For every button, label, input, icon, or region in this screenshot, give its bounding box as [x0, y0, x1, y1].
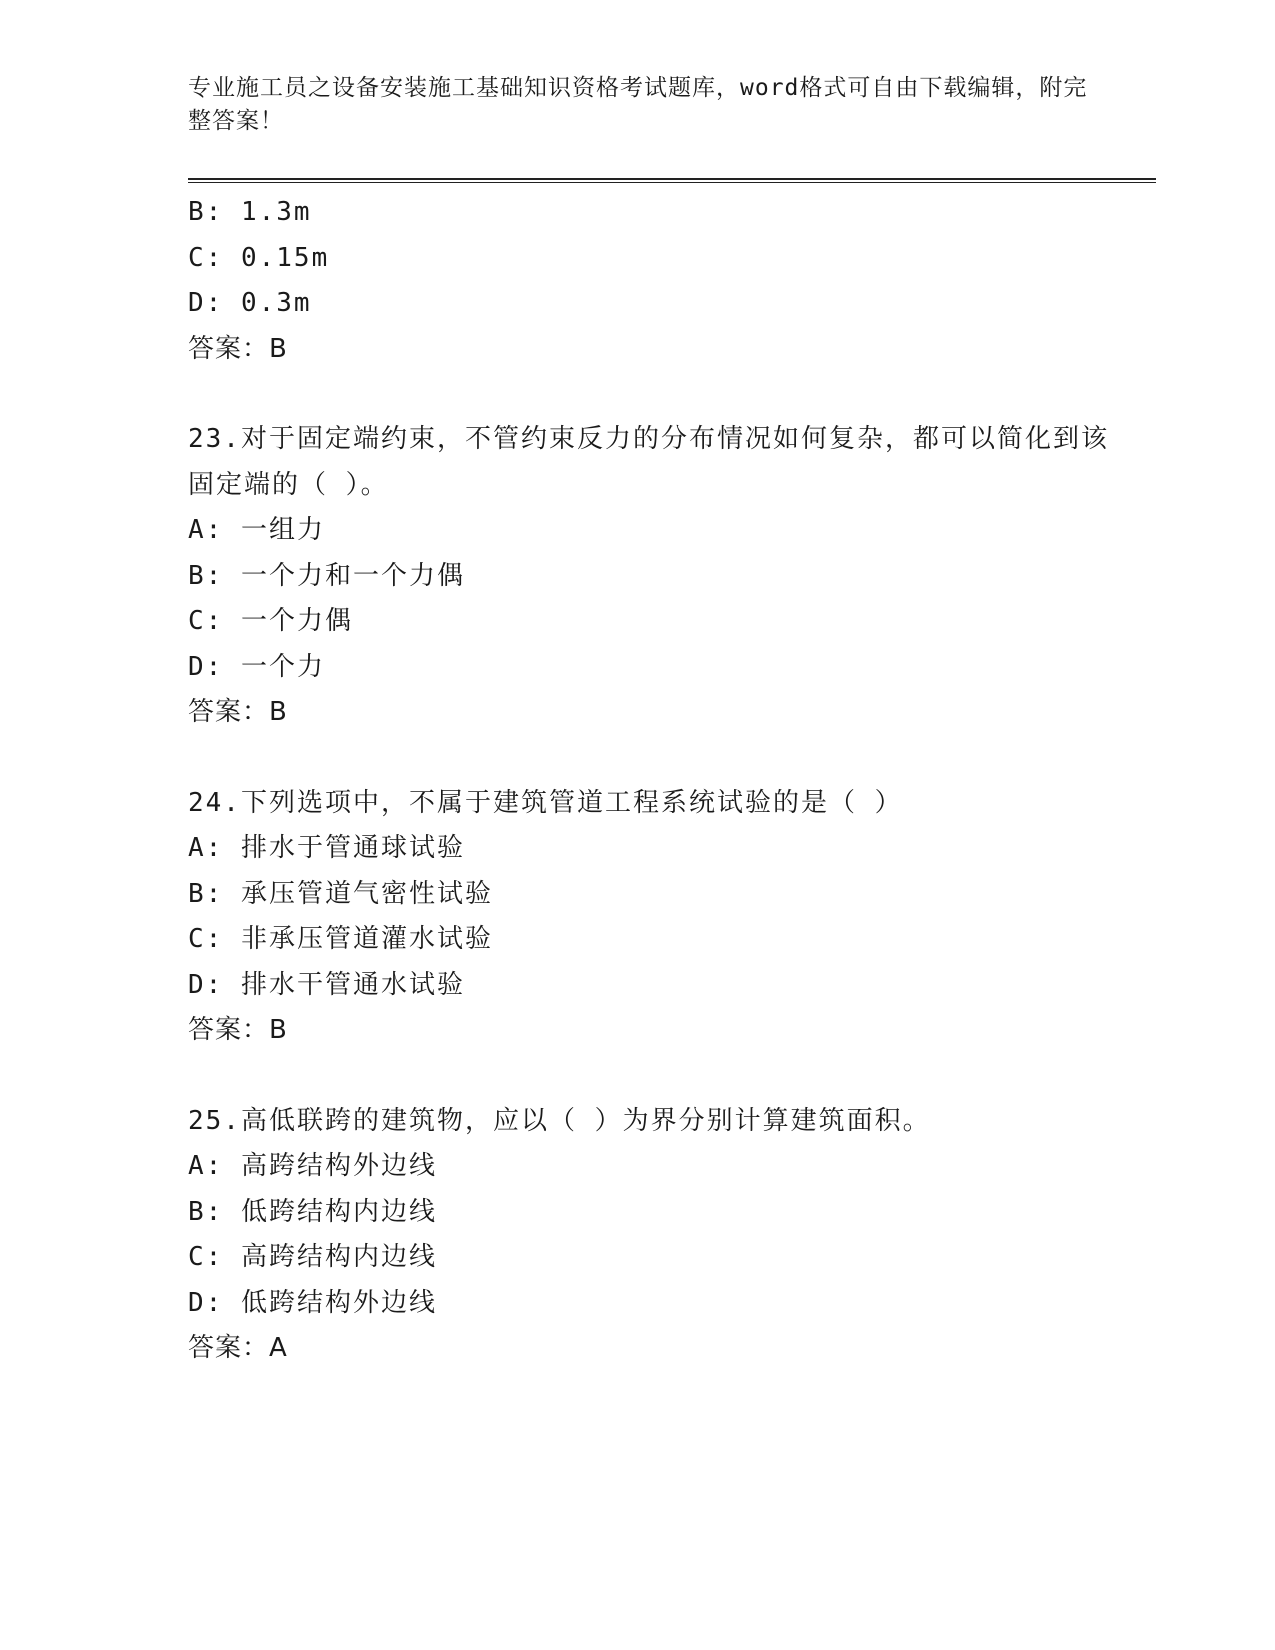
option-c: C: 0.15m [188, 242, 330, 273]
question-24 [188, 781, 1128, 1054]
question-stem: 23.对于固定端约束，不管约束反力的分布情况如何复杂，都可以简化到该固定端的（ ）。 [188, 424, 1109, 500]
question-prev [188, 190, 1128, 372]
option-c: C: 高跨结构内边线 [188, 1242, 437, 1272]
option-d: D: 0.3m [188, 288, 312, 318]
option-b: B: 承压管道气密性试验 [188, 878, 493, 909]
option-c: C: 一个力偶 [188, 606, 353, 636]
answer-line: 答案：B [188, 333, 288, 364]
option-c: C: 非承压管道灌水试验 [188, 924, 493, 954]
option-b: B: 1.3m [188, 197, 312, 227]
option-b: B: 低跨结构内边线 [188, 1196, 437, 1227]
question-list [188, 190, 1128, 1372]
document-header: 专业施工员之设备安装施工基础知识资格考试题库，word格式可自由下载编辑，附完整答案！ [188, 75, 1088, 134]
option-b: B: 一个力和一个力偶 [188, 560, 465, 591]
answer-line: 答案：B [188, 697, 288, 727]
option-a: A: 排水于管通球试验 [188, 833, 465, 863]
question-stem: 25.高低联跨的建筑物，应以（ ）为界分别计算建筑面积。 [188, 1105, 931, 1136]
header-divider [188, 178, 1156, 183]
option-d: D: 一个力 [188, 651, 325, 682]
answer-line: 答案：A [188, 1333, 288, 1363]
option-d: D: 排水干管通水试验 [188, 969, 465, 1000]
question-stem: 24.下列选项中，不属于建筑管道工程系统试验的是（ ） [188, 787, 903, 818]
option-a: A: 高跨结构外边线 [188, 1151, 437, 1181]
option-d: D: 低跨结构外边线 [188, 1287, 437, 1318]
option-a: A: 一组力 [188, 515, 325, 545]
question-25 [188, 1099, 1128, 1372]
question-23 [188, 417, 1128, 736]
answer-line: 答案：B [188, 1015, 288, 1045]
